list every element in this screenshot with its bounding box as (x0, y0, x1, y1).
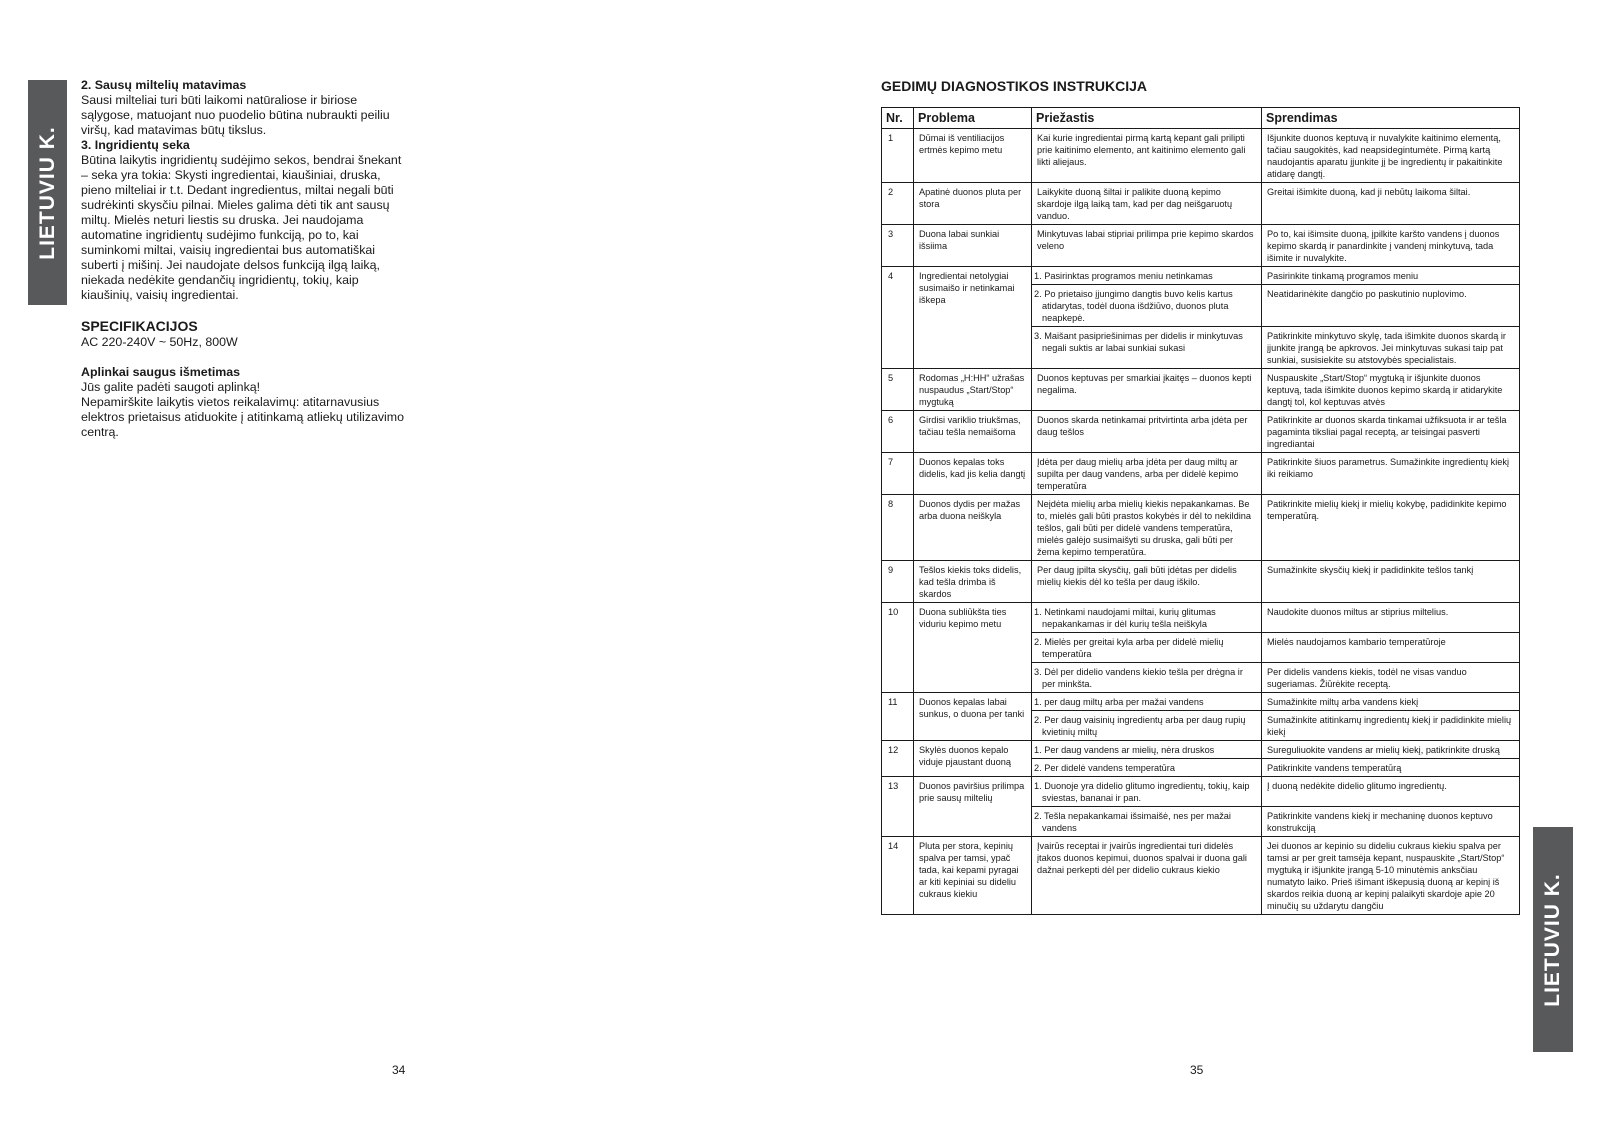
solution-cell: Patikrinkite mielių kiekį ir mielių kokybę, padidinkite kepimo temperatūrą. (1262, 495, 1520, 561)
table-row (882, 183, 1520, 225)
cause-cell: Minkytuvas labai stipriai prilimpa prie kepimo skardos veleno (1032, 225, 1262, 267)
problem-cell: Tešlos kiekis toks didelis, kad tešla drimba iš skardos (914, 561, 1032, 603)
problem-cell: Apatinė duonos pluta per stora (914, 183, 1032, 225)
problem-cell: Duonos dydis per mažas arba duona neiškyla (914, 495, 1032, 561)
solution-cell: Jei duonos ar kepinio su dideliu cukraus kiekiu spalva per tamsi ar per greit tamsėja kepant, nuspauskite „Start/Stop“ mygtuką ir išjunkite įrangą 5-10 minutėmis anksčiau numatyto laiko. Prieš išimant iškepusią duoną ar kepinį iš skardos reikia duoną ar kepinį palaikyti skardoje apie 20 minučių su uždarytu dangčiu (1262, 837, 1520, 915)
cause-cell: Duonos skarda netinkamai pritvirtinta arba įdėta per daug tešlos (1032, 411, 1262, 453)
cause-cell: Įdėta per daug mielių arba įdėta per daug miltų ar supilta per daug vandens, arba per didelė kepimo temperatūra (1032, 453, 1262, 495)
table-row (882, 369, 1520, 411)
solution-cell: Patikrinkite vandens kiekį ir mechaninę duonos keptuvo konstrukciją (1262, 807, 1520, 837)
cause-cell: 2. Mielės per greitai kyla arba per didelė mielių temperatūra (1032, 633, 1262, 663)
cause-cell: 2. Po prietaiso įjungimo dangtis buvo kelis kartus atidarytas, todėl duona išdžiūvo, duonos pluta neapkepė. (1032, 285, 1262, 327)
table-row (882, 603, 1520, 633)
problem-cell: Duonos kepalas toks didelis, kad jis kelia dangtį (914, 453, 1032, 495)
row-number-cell: 10 (882, 603, 914, 693)
cause-cell: 1. Pasirinktas programos meniu netinkamas (1032, 267, 1262, 285)
cause-cell: 1. Per daug vandens ar mielių, nėra druskos (1032, 741, 1262, 759)
problem-cell: Duona labai sunkiai išsiima (914, 225, 1032, 267)
row-number-cell: 14 (882, 837, 914, 915)
language-side-tab (28, 80, 67, 305)
header-cause: Priežastis (1032, 108, 1262, 129)
cause-cell: Įvairūs receptai ir įvairūs ingredientai turi didelės įtakos duonos kepimui, duonos spalvai ir duona gali dažnai perkepti dėl per didelio cukraus kiekio (1032, 837, 1262, 915)
problem-cell: Duonos paviršius prilimpa prie sausų miltelių (914, 777, 1032, 837)
problem-cell: Ingredientai netolygiai susimaišo ir netinkamai iškepa (914, 267, 1032, 369)
cause-cell: Neįdėta mielių arba mielių kiekis nepakankamas. Be to, mielės gali būti prastos kokybės ir dėl to nekildina tešlos, gali būti per didelė vandens temperatūra, mielės galėjo susimaišyti su druska, gali būti per žema kepimo temperatūra. (1032, 495, 1262, 561)
row-number-cell: 6 (882, 411, 914, 453)
cause-cell: 3. Maišant pasipriešinimas per didelis ir minkytuvas negali suktis ar labai sunkiai sukasi (1032, 327, 1262, 369)
solution-cell: Patikrinkite šiuos parametrus. Sumažinkite ingredientų kiekį iki reikiamo (1262, 453, 1520, 495)
cause-cell: Kai kurie ingredientai pirmą kartą kepant gali prilipti prie kaitinimo elemento, ant kaitinimo elemento gali likti aliejaus. (1032, 129, 1262, 183)
table-row (882, 777, 1520, 807)
solution-cell: Pasirinkite tinkamą programos meniu (1262, 267, 1520, 285)
section3-title: 3. Ingridientų seka (81, 138, 190, 152)
cause-cell: 1. per daug miltų arba per mažai vandens (1032, 693, 1262, 711)
problem-cell: Duonos kepalas labai sunkus, o duona per tanki (914, 693, 1032, 741)
solution-cell: Greitai išimkite duoną, kad ji nebūtų laikoma šiltai. (1262, 183, 1520, 225)
row-number-cell: 8 (882, 495, 914, 561)
left-page-content (81, 78, 411, 440)
row-number-cell: 5 (882, 369, 914, 411)
row-number-cell: 12 (882, 741, 914, 777)
cause-cell: 2. Per didelė vandens temperatūra (1032, 759, 1262, 777)
env-line2: Nepamirškite laikytis vietos reikalavimų: atitarnavusius elektros prietaisus atiduokite į atitinkamą atliekų utilizavimo centrą. (81, 395, 404, 439)
solution-cell: Patikrinkite vandens temperatūrą (1262, 759, 1520, 777)
diagnostics-title: GEDIMŲ DIAGNOSTIKOS INSTRUKCIJA (881, 78, 1148, 94)
cause-cell: 3. Dėl per didelio vandens kiekio tešla per drėgna ir per minkšta. (1032, 663, 1262, 693)
cause-cell: Per daug įpilta skysčių, gali būti įdėtas per didelis mielių kiekis dėl ko tešla per daug iškilo. (1032, 561, 1262, 603)
spec-text: AC 220-240V ~ 50Hz, 800W (81, 335, 238, 349)
solution-cell: Po to, kai išimsite duoną, įpilkite karšto vandens į duonos kepimo skardą ir panardinkite į vandenį minkytuvą, tada išimite ir nuvalykite. (1262, 225, 1520, 267)
row-number-cell: 3 (882, 225, 914, 267)
solution-cell: Į duoną nedėkite didelio glitumo ingredientų. (1262, 777, 1520, 807)
header-solution: Sprendimas (1262, 108, 1520, 129)
header-nr: Nr. (882, 108, 914, 129)
cause-cell: 1. Netinkami naudojami miltai, kurių glitumas nepakankamas ir dėl kurių tešla neiškyla (1032, 603, 1262, 633)
diagnostics-table (881, 107, 1520, 915)
env-title: Aplinkai saugus išmetimas (81, 365, 241, 379)
table-row (882, 129, 1520, 183)
problem-cell: Rodomas „H:HH“ užrašas nuspaudus „Start/Stop“ mygtuką (914, 369, 1032, 411)
cause-cell: Duonos keptuvas per smarkiai įkaitęs – duonos kepti negalima. (1032, 369, 1262, 411)
section2-text: Sausi milteliai turi būti laikomi natūraliose ir biriose sąlygose, matuojant nuo puodelio būtina nubraukti peiliu viršų, kad matavimas būtų tikslus. (81, 93, 390, 137)
solution-cell: Išjunkite duonos keptuvą ir nuvalykite kaitinimo elementą, tačiau saugokitės, kad neapsidegintumėte. Pirmą kartą naudojantis aparatu įjunkite jį be ingredientų ir pakaitinkite atidarę dangtį. (1262, 129, 1520, 183)
solution-cell: Sureguliuokite vandens ar mielių kiekį, patikrinkite druską (1262, 741, 1520, 759)
env-line1: Jūs galite padėti saugoti aplinką! (81, 380, 261, 394)
header-problem: Problema (914, 108, 1032, 129)
table-row (882, 267, 1520, 285)
problem-cell: Skylės duonos kepalo viduje pjaustant duoną (914, 741, 1032, 777)
solution-cell: Patikrinkite minkytuvo skylę, tada išimkite duonos skardą ir įjunkite įrangą be apkrovos. Jei minkytuvas sukasi taip pat sunkiai, susisiekite su atstovybės specialistais. (1262, 327, 1520, 369)
solution-cell: Patikrinkite ar duonos skarda tinkamai užfiksuota ir ar tešla pagaminta tiksliai pagal receptą, ar teisingai pasverti ingrediantai (1262, 411, 1520, 453)
section3-text: Būtina laikytis ingridientų sudėjimo sekos, bendrai šnekant – seka yra tokia: Skysti ingredientai, kiaušiniai, druska, pieno milteliai ir t.t. Dedant ingredientus, miltai negali būti sudrėkinti skysčiu pilnai. Mieles galima dėti tik ant sausų miltų. Mielės neturi liestis su druska. Jei naudojama automatine ingridientų sudėjimo funkciją, po to, kai suminkomi miltai, vaisių ingredientai bus automatiškai suberti į mišinį. Jei naudojate delsos funkciją ilgą laiką, niekada nedėkite gendančių ingridientų, tokių, kaip kiaušinių, vaisių ingredientai. (81, 153, 402, 302)
language-tab-label-right: LIETUVIU K. (1541, 872, 1565, 1007)
cause-cell: 2. Tešla nepakankamai išsimaišė, nes per mažai vandens (1032, 807, 1262, 837)
solution-cell: Per didelis vandens kiekis, todėl ne visas vanduo sugeriamas. Žiūrėkite receptą. (1262, 663, 1520, 693)
solution-cell: Sumažinkite atitinkamų ingredientų kiekį ir padidinkite mielių kiekį (1262, 711, 1520, 741)
table-header-row (882, 108, 1520, 129)
problem-cell: Dūmai iš ventiliacijos ertmės kepimo metu (914, 129, 1032, 183)
cause-cell: Laikykite duoną šiltai ir palikite duoną kepimo skardoje ilgą laiką tam, kad per dag neišgaruotų vanduo. (1032, 183, 1262, 225)
table-row (882, 741, 1520, 759)
row-number-cell: 13 (882, 777, 914, 837)
language-tab-label: LIETUVIU K. (35, 125, 59, 260)
cause-cell: 1. Duonoje yra didelio glitumo ingredientų, tokių, kaip sviestas, bananai ir pan. (1032, 777, 1262, 807)
solution-cell: Sumažinkite miltų arba vandens kiekį (1262, 693, 1520, 711)
spec-title: SPECIFIKACIJOS (81, 318, 198, 334)
language-side-tab-right (1533, 827, 1573, 1052)
diagnostics-table-body (882, 129, 1520, 915)
problem-cell: Duona subliūkšta ties viduriu kepimo metu (914, 603, 1032, 693)
solution-cell: Neatidarinėkite dangčio po paskutinio nuplovimo. (1262, 285, 1520, 327)
solution-cell: Mielės naudojamos kambario temperatūroje (1262, 633, 1520, 663)
solution-cell: Nuspauskite „Start/Stop“ mygtuką ir išjunkite duonos keptuvą, tada išimkite duonos kepimo skardą ir atidarykite dangtį tol, kol keptuvas atvės (1262, 369, 1520, 411)
cause-cell: 2. Per daug vaisinių ingredientų arba per daug rupių kvietinių miltų (1032, 711, 1262, 741)
table-row (882, 495, 1520, 561)
row-number-cell: 1 (882, 129, 914, 183)
table-row (882, 837, 1520, 915)
section2-title: 2. Sausų miltelių matavimas (81, 78, 247, 92)
page-number-left: 34 (392, 1063, 406, 1077)
solution-cell: Naudokite duonos miltus ar stiprius miltelius. (1262, 603, 1520, 633)
problem-cell: Pluta per stora, kepinių spalva per tamsi, ypač tada, kai kepami pyragai ar kiti kepiniai su dideliu cukraus kiekiu (914, 837, 1032, 915)
problem-cell: Girdisi variklio triukšmas, tačiau tešla nemaišoma (914, 411, 1032, 453)
row-number-cell: 2 (882, 183, 914, 225)
table-row (882, 411, 1520, 453)
table-row (882, 693, 1520, 711)
table-row (882, 225, 1520, 267)
row-number-cell: 11 (882, 693, 914, 741)
row-number-cell: 4 (882, 267, 914, 369)
table-row (882, 453, 1520, 495)
page-number-right: 35 (1190, 1063, 1204, 1077)
row-number-cell: 9 (882, 561, 914, 603)
row-number-cell: 7 (882, 453, 914, 495)
table-row (882, 561, 1520, 603)
solution-cell: Sumažinkite skysčių kiekį ir padidinkite tešlos tankį (1262, 561, 1520, 603)
